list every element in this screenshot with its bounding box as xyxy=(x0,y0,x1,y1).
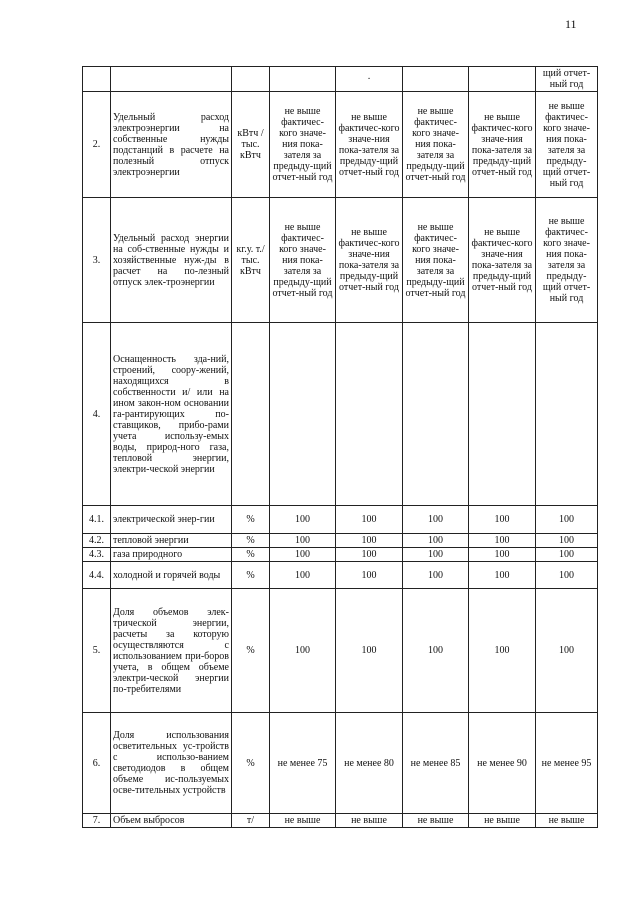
table-row-continuation xyxy=(83,67,598,92)
row-number: 4. xyxy=(83,323,111,506)
row-name: Оснащенность зда-ний, строений, соору-жений, находящихся в собственности и/ или на ином закон-ном основании га-рантирующих по-ставщиков, прибо-рами учета использу-емых воды, природ-ного газа, тепловой энергии, электри-ческой энергии xyxy=(111,323,232,506)
row-number: 4.4. xyxy=(83,562,111,589)
row-value: не менее 90 xyxy=(469,713,536,814)
table-row xyxy=(83,548,598,562)
row-value: 100 xyxy=(536,506,598,534)
row-value: не выше xyxy=(469,814,536,828)
indicators-table xyxy=(82,66,598,828)
row-value: 100 xyxy=(336,589,403,713)
row-value: 100 xyxy=(403,506,469,534)
row-unit: кг.у. т./ тыс. кВтч xyxy=(232,198,270,323)
row-value: не выше фактичес-кого значе-ния пока-зателя за предыду-щий отчет-ный год xyxy=(336,198,403,323)
row-value: не выше xyxy=(336,814,403,828)
row-name: Объем выбросов xyxy=(111,814,232,828)
row-value: 100 xyxy=(536,562,598,589)
row-unit: % xyxy=(232,506,270,534)
table-cell xyxy=(403,67,469,92)
row-value: 100 xyxy=(469,534,536,548)
row-value: не выше фактичес-кого значе-ния пока-зателя за предыду-щий отчет-ный год xyxy=(536,198,598,323)
row-value: 100 xyxy=(270,562,336,589)
row-value: не выше фактичес-кого значе-ния пока-зателя за предыду-щий отчет-ный год xyxy=(536,92,598,198)
table-cell-continuation: щий отчет-ный год xyxy=(536,67,598,92)
row-value: 100 xyxy=(336,534,403,548)
row-value: не выше фактичес-кого значе-ния пока-зателя за предыду-щий отчет-ный год xyxy=(270,198,336,323)
table-row xyxy=(83,198,598,323)
row-value: не выше xyxy=(403,814,469,828)
row-name: Доля использования осветительных ус-тройств с использо-ванием светодиодов в общем объеме ис-пользуемых осве-тительных устройств xyxy=(111,713,232,814)
table-cell xyxy=(270,67,336,92)
row-name: электрической энер-гии xyxy=(111,506,232,534)
table-cell xyxy=(232,67,270,92)
row-value: 100 xyxy=(270,506,336,534)
row-value: 100 xyxy=(536,548,598,562)
table-row xyxy=(83,562,598,589)
row-value: не менее 85 xyxy=(403,713,469,814)
row-value: 100 xyxy=(469,506,536,534)
table-cell xyxy=(83,67,111,92)
row-value: не выше фактичес-кого значе-ния пока-зателя за предыду-щий отчет-ный год xyxy=(336,92,403,198)
row-value: 100 xyxy=(536,534,598,548)
row-value: 100 xyxy=(270,589,336,713)
row-number: 2. xyxy=(83,92,111,198)
row-value: не выше фактичес-кого значе-ния пока-зателя за предыду-щий отчет-ный год xyxy=(403,198,469,323)
row-value: 100 xyxy=(336,506,403,534)
row-value: не выше фактичес-кого значе-ния пока-зателя за предыду-щий отчет-ный год xyxy=(469,92,536,198)
row-unit: т/ xyxy=(232,814,270,828)
table-row xyxy=(83,506,598,534)
row-value: 100 xyxy=(469,562,536,589)
table-cell xyxy=(111,67,232,92)
row-value: не выше xyxy=(270,814,336,828)
table-cell-dot: · xyxy=(336,67,403,92)
row-value: 100 xyxy=(403,589,469,713)
row-name: Удельный расход электроэнергии на собственные нужды подстанций в расчете на полезный отпуск электроэнергии xyxy=(111,92,232,198)
row-value: не выше фактичес-кого значе-ния пока-зателя за предыду-щий отчет-ный год xyxy=(403,92,469,198)
row-number: 3. xyxy=(83,198,111,323)
row-name: тепловой энергии xyxy=(111,534,232,548)
table-row xyxy=(83,814,598,828)
page-number: 11 xyxy=(565,17,577,31)
table-cell xyxy=(403,323,469,506)
row-value: 100 xyxy=(403,548,469,562)
row-unit: % xyxy=(232,562,270,589)
table-cell xyxy=(469,323,536,506)
table-row xyxy=(83,323,598,506)
row-value: не менее 80 xyxy=(336,713,403,814)
row-number: 7. xyxy=(83,814,111,828)
row-value: 100 xyxy=(469,548,536,562)
row-name: холодной и горячей воды xyxy=(111,562,232,589)
row-value: 100 xyxy=(403,562,469,589)
row-unit: % xyxy=(232,713,270,814)
row-value: 100 xyxy=(270,534,336,548)
row-unit: % xyxy=(232,589,270,713)
row-value: 100 xyxy=(403,534,469,548)
row-number: 5. xyxy=(83,589,111,713)
row-unit: % xyxy=(232,534,270,548)
row-value: 100 xyxy=(536,589,598,713)
row-value: 100 xyxy=(336,562,403,589)
row-value: не выше xyxy=(536,814,598,828)
row-value: 100 xyxy=(270,548,336,562)
table-cell xyxy=(536,323,598,506)
row-value: не менее 95 xyxy=(536,713,598,814)
table-cell xyxy=(270,323,336,506)
table-row xyxy=(83,534,598,548)
table-row xyxy=(83,713,598,814)
row-number: 4.1. xyxy=(83,506,111,534)
row-name: Удельный расход энергии на соб-ственные нужды и хозяйственные нуж-ды в расчет на по-лезный отпуск элек-троэнергии xyxy=(111,198,232,323)
row-name: Доля объемов элек-трической энергии, расчеты за которую осуществляются с использованием при-боров учета, в общем объеме электри-ческой энергии по-требителями xyxy=(111,589,232,713)
table-row xyxy=(83,92,598,198)
row-value: 100 xyxy=(469,589,536,713)
row-number: 6. xyxy=(83,713,111,814)
row-unit: кВтч / тыс. кВтч xyxy=(232,92,270,198)
table-cell xyxy=(469,67,536,92)
row-number: 4.2. xyxy=(83,534,111,548)
table-cell xyxy=(336,323,403,506)
table-cell xyxy=(232,323,270,506)
row-value: не менее 75 xyxy=(270,713,336,814)
row-number: 4.3. xyxy=(83,548,111,562)
row-value: 100 xyxy=(336,548,403,562)
table-row xyxy=(83,589,598,713)
row-name: газа природного xyxy=(111,548,232,562)
row-value: не выше фактичес-кого значе-ния пока-зателя за предыду-щий отчет-ный год xyxy=(469,198,536,323)
row-unit: % xyxy=(232,548,270,562)
row-value: не выше фактичес-кого значе-ния пока-зателя за предыду-щий отчет-ный год xyxy=(270,92,336,198)
